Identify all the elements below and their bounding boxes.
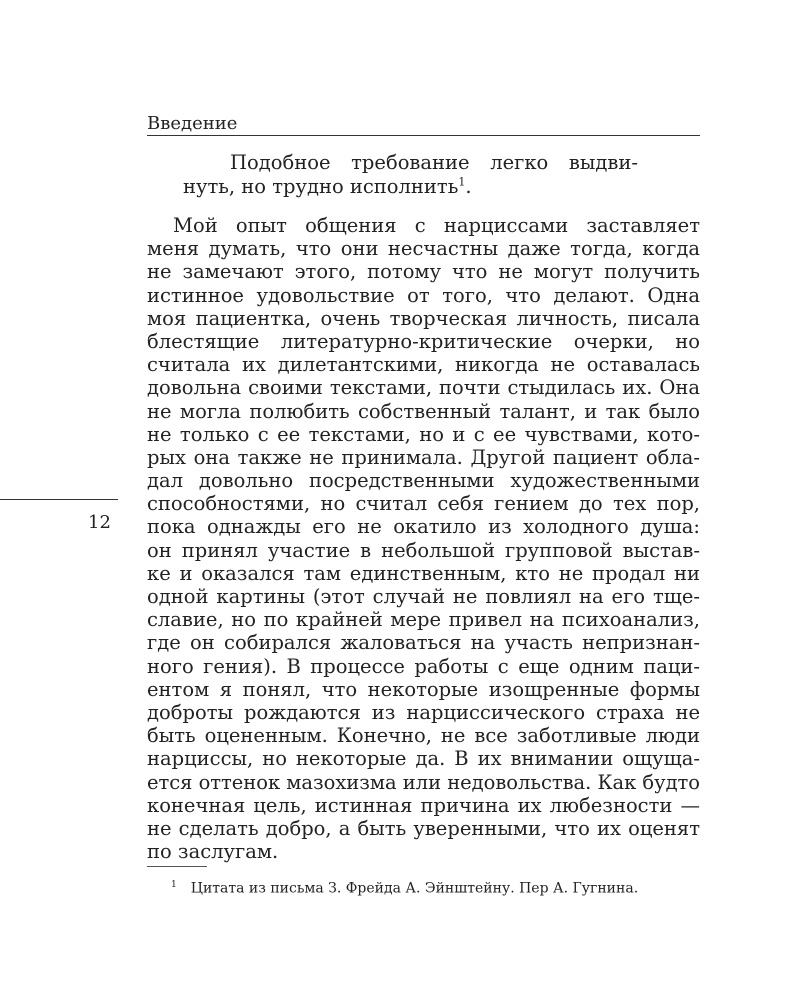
text-line: не замечают этого, потому что не могут получить bbox=[147, 260, 700, 284]
text-line: рых она также не принимала. Другой пациент обла- bbox=[147, 445, 700, 469]
text-line: где он собирался жаловаться на участь непризнан- bbox=[147, 631, 700, 655]
text-line: он принял участие в небольшой групповой выстав- bbox=[147, 538, 700, 562]
text-line: не могла полюбить собственный талант, и так было bbox=[147, 399, 700, 423]
page-number: 12 bbox=[88, 512, 111, 533]
footnote-text: Цитата из письма З. Фрейда А. Эйнштейну. Пер А. Гугнина. bbox=[190, 880, 639, 897]
margin-rule bbox=[0, 499, 118, 500]
text-line: не только с ее текстами, но и с ее чувствами, кото- bbox=[147, 422, 700, 446]
text-line: считала их дилетантскими, никогда не оставалась bbox=[147, 353, 700, 377]
text-line: нарциссы, но некоторые да. В их внимании ощуща- bbox=[147, 747, 700, 771]
text-line: ке и оказался там единственным, кто не продал ни bbox=[147, 561, 700, 585]
text-line: моя пациентка, очень творческая личность, писала bbox=[147, 306, 700, 330]
running-head: Введение bbox=[147, 113, 238, 134]
epigraph-quote bbox=[183, 151, 638, 198]
text-line: по заслугам. bbox=[147, 840, 279, 864]
text-line: ентом я понял, что некоторые изощренные формы bbox=[147, 677, 700, 701]
text-line: доброты рождаются из нарциссического страха не bbox=[147, 700, 700, 724]
text-line: способностями, но считал себя гением до тех пор, bbox=[147, 492, 700, 516]
text-line: пока однажды его не окатило из холодного душа: bbox=[147, 515, 700, 539]
footnote bbox=[171, 876, 638, 898]
text-line: одной картины (этот случай не повлиял на его тще- bbox=[147, 585, 700, 608]
body-paragraph bbox=[147, 214, 700, 863]
epigraph-line-2-text: нуть, но трудно исполнить bbox=[183, 174, 459, 198]
text-line: Мой опыт общения с нарциссами заставляет bbox=[173, 214, 700, 237]
text-line: меня думать, что они несчастны даже тогда, когда bbox=[147, 237, 700, 261]
epigraph-line-2 bbox=[183, 175, 638, 199]
text-line: блестящие литературно-критические очерки, но bbox=[147, 329, 700, 353]
text-line: не сделать добро, а быть уверенными, что их оценят bbox=[147, 816, 700, 840]
header-rule bbox=[147, 135, 700, 136]
epigraph-line-1: Подобное требование легко выдви- bbox=[230, 151, 638, 174]
footnote-mark: 1 bbox=[171, 880, 177, 890]
text-line: истинное удовольствие от того, что делают. Одна bbox=[147, 283, 700, 307]
text-line: ного гения). В процессе работы с еще одним паци- bbox=[147, 654, 700, 678]
text-line: конечная цель, истинная причина их любезности — bbox=[147, 793, 700, 817]
epigraph-line-2-end: . bbox=[465, 174, 472, 198]
text-line: дал довольно посредственными художественными bbox=[147, 469, 700, 493]
text-line: быть оцененным. Конечно, не все заботливые люди bbox=[147, 724, 700, 748]
footnote-rule bbox=[147, 866, 207, 867]
text-line: довольна своими текстами, почти стыдилась их. Она bbox=[147, 376, 700, 400]
text-line: ется оттенок мазохизма или недовольства. Как будто bbox=[147, 770, 700, 794]
text-line: славие, но по крайней мере привел на психоанализ, bbox=[147, 608, 700, 632]
footnote-reference: 1 bbox=[458, 175, 466, 188]
